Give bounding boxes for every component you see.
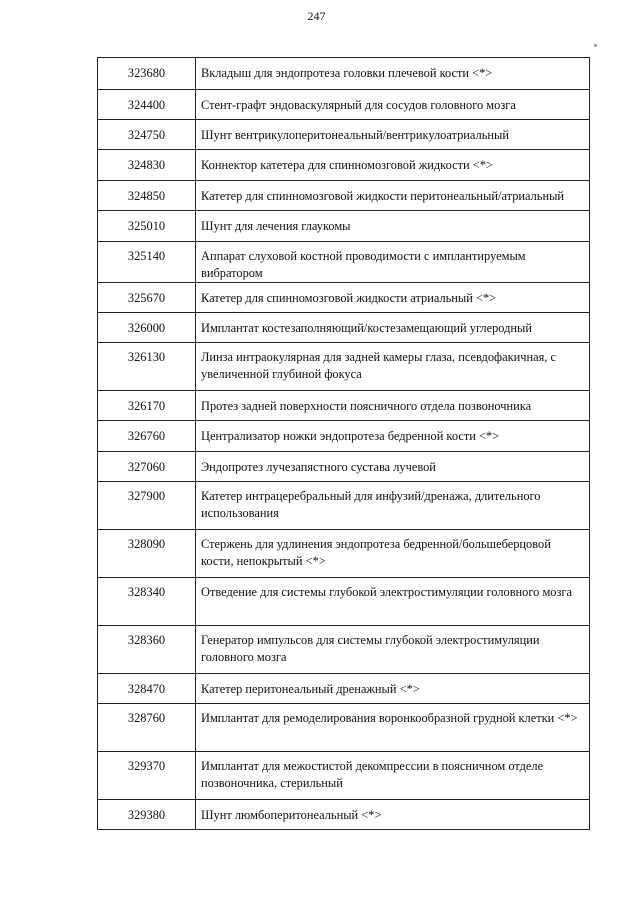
row-code: 327900 [127,489,166,503]
row-code: 328360 [127,633,166,647]
row-name-cell [196,391,590,421]
row-name: Имплантат костезаполняющий/костезамещающий углеродный [201,321,533,335]
row-code-cell [98,674,196,704]
table-row [98,242,590,283]
table-row [98,578,590,626]
row-code: 324850 [127,189,166,203]
table-row [98,150,590,181]
row-name-cell [196,58,590,90]
page-number: 247 [307,9,326,23]
table-row [98,90,590,120]
row-code-cell [98,90,196,120]
table-row [98,283,590,313]
row-name: Шунт для лечения глаукомы [201,219,351,233]
table-row [98,120,590,150]
table-row [98,181,590,211]
row-name-cell [196,626,590,674]
row-code: 329380 [127,808,166,822]
row-code-cell [98,58,196,90]
row-name: Катетер интрацеребральный для инфузий/дренажа, длительного использования [201,489,541,520]
row-name: Отведение для системы глубокой электростимуляции головного мозга [201,585,572,599]
row-code-cell [98,752,196,800]
row-name: Коннектор катетера для спинномозговой жидкости <*> [201,158,493,172]
row-name: Стент-графт эндоваскулярный для сосудов головного мозга [201,98,516,112]
row-code: 324400 [127,98,166,112]
row-code-cell [98,150,196,181]
row-code: 325010 [127,219,166,233]
row-code-cell [98,482,196,530]
row-name: Катетер для спинномозговой жидкости атриальный <*> [201,291,497,305]
row-name: Катетер для спинномозговой жидкости перитонеальный/атриальный [201,189,565,203]
row-code-cell [98,626,196,674]
row-name-cell [196,313,590,343]
row-code: 328470 [127,682,166,696]
row-name: Имплантат для ремоделирования воронкообразной грудной клетки <*> [201,711,578,725]
table-row [98,752,590,800]
row-code: 327060 [127,460,166,474]
row-name-cell [196,150,590,181]
row-code-cell [98,343,196,391]
row-name-cell [196,452,590,482]
table-row [98,482,590,530]
row-name-cell [196,242,590,283]
row-name: Стержень для удлинения эндопротеза бедренной/большеберцовой кости, непокрытый <*> [201,537,551,568]
row-code-cell [98,800,196,830]
table-row [98,674,590,704]
row-code-cell [98,452,196,482]
row-name: Катетер перитонеальный дренажный <*> [201,682,420,696]
row-name: Эндопротез лучезапястного сустава лучевой [201,460,436,474]
row-code-cell [98,704,196,752]
scan-speck [594,44,597,47]
row-name-cell [196,421,590,452]
row-code-cell [98,421,196,452]
row-code-cell [98,391,196,421]
row-name-cell [196,283,590,313]
row-code-cell [98,211,196,242]
row-name-cell [196,674,590,704]
row-code: 325140 [127,249,166,263]
row-code-cell [98,530,196,578]
device-code-table [97,57,590,830]
row-code: 324750 [127,128,166,142]
row-name: Генератор импульсов для системы глубокой электростимуляции головного мозга [201,633,540,664]
row-name-cell [196,211,590,242]
row-name-cell [196,482,590,530]
row-name: Шунт вентрикулоперитонеальный/вентрикулоатриальный [201,128,509,142]
row-name: Централизатор ножки эндопротеза бедренной кости <*> [201,429,500,443]
row-code: 326000 [127,321,166,335]
row-name: Вкладыш для эндопротеза головки плечевой кости <*> [201,66,493,80]
table-row [98,421,590,452]
row-name: Имплантат для межостистой декомпрессии в поясничном отделе позвоночника, стерильный [201,759,544,790]
row-name: Линза интраокулярная для задней камеры глаза, псевдофакичная, с увеличенной глубиной фокуса [201,350,556,381]
row-name: Протез задней поверхности поясничного отдела позвоночника [201,399,532,413]
row-code: 329370 [127,759,166,773]
row-code-cell [98,283,196,313]
row-name-cell [196,181,590,211]
row-name-cell [196,704,590,752]
table-row [98,626,590,674]
row-code-cell [98,578,196,626]
table-row [98,211,590,242]
row-code: 328340 [127,585,166,599]
table-row [98,704,590,752]
row-name-cell [196,578,590,626]
row-code-cell [98,120,196,150]
table-row [98,530,590,578]
row-code: 326130 [127,350,166,364]
row-code-cell [98,181,196,211]
table-row [98,313,590,343]
row-code: 328090 [127,537,166,551]
row-code: 323680 [127,66,166,80]
row-code-cell [98,242,196,283]
table-row [98,452,590,482]
row-name-cell [196,120,590,150]
row-code: 326170 [127,399,166,413]
table-row [98,58,590,90]
row-name-cell [196,752,590,800]
row-name-cell [196,343,590,391]
row-code: 325670 [127,291,166,305]
row-name: Шунт люмбоперитонеальный <*> [201,808,382,822]
row-code-cell [98,313,196,343]
table-row [98,391,590,421]
table-row [98,343,590,391]
table-row [98,800,590,830]
row-name-cell [196,800,590,830]
row-code: 326760 [127,429,166,443]
row-name-cell [196,90,590,120]
row-code: 324830 [127,158,166,172]
row-code: 328760 [127,711,166,725]
row-name: Аппарат слуховой костной проводимости с имплантируемым вибратором [201,249,526,280]
row-name-cell [196,530,590,578]
